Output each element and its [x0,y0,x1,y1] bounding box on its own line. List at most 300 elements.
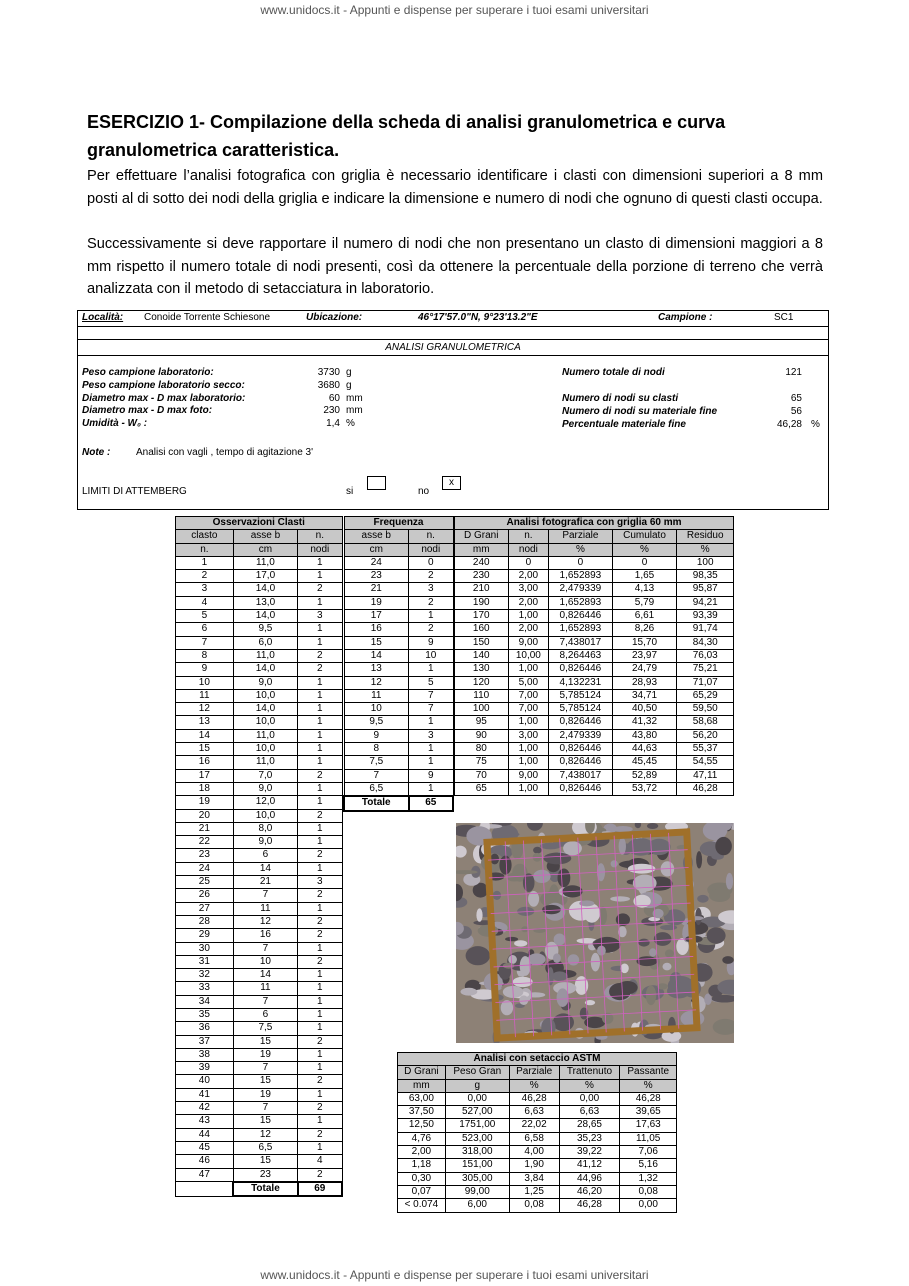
sieve-title: Analisi con setaccio ASTM [398,1053,677,1066]
stone-shape [558,869,571,888]
freq-unit: cm [344,543,409,556]
clasts-row [176,995,343,1008]
stone-shape [617,981,637,994]
note-value: Analisi con vagli , tempo di agitazione 3' [136,447,314,458]
stone-shape [476,908,482,921]
photo-analysis-cell: 9,00 [508,769,549,782]
photo-analysis-cell: 100 [677,556,734,569]
freq-row [344,570,453,583]
clasts-cell: 2 [298,1168,342,1182]
freq-row [344,583,453,596]
clasts-cell: 1 [298,1022,342,1035]
clasts-row [176,796,343,809]
stone-shape [508,955,517,964]
stone-shape [696,851,702,868]
photo-analysis-cell: 1,00 [508,716,549,729]
sieve-row [398,1199,677,1212]
photo-analysis-cell: 65 [455,782,509,795]
clasts-cell: 11,0 [233,556,297,569]
clasts-row [176,1115,343,1128]
clasts-cell: 40 [176,1075,234,1088]
freq-row [344,663,453,676]
sheet-field-unit: % [346,418,355,430]
clasts-cell: 7 [233,995,297,1008]
stone-shape [499,856,511,875]
clasts-cell: 12,0 [233,796,297,809]
freq-cell: 1 [409,743,453,756]
freq-cell: 23 [344,570,409,583]
photo-analysis-cell: 2,00 [508,623,549,636]
clasts-header: n. [298,530,342,543]
photo-analysis-cell: 8,264463 [549,649,612,662]
sieve-cell: 6,63 [559,1106,620,1119]
clasts-cell: 1 [298,782,342,795]
photo-analysis-cell: 58,68 [677,716,734,729]
clasts-cell: 14,0 [233,610,297,623]
clasts-cell: 41 [176,1088,234,1101]
clasts-cell: 9,0 [233,836,297,849]
stone-shape [660,925,677,930]
clasts-cell: 9,5 [233,623,297,636]
photo-analysis-cell: 56,20 [677,729,734,742]
photo-analysis-cell: 40,50 [612,703,677,716]
photo-analysis-cell: 1,00 [508,756,549,769]
clasts-cell: 10,0 [233,809,297,822]
freq-total-label: Totale [344,796,409,810]
freq-cell: 2 [409,570,453,583]
photo-analysis-header: Parziale [549,530,612,543]
si-checkbox[interactable] [367,476,386,490]
photo-analysis-cell: 47,11 [677,769,734,782]
sieve-cell: 37,50 [398,1106,446,1119]
clasts-cell: 8 [176,649,234,662]
clasts-cell: 17 [176,769,234,782]
clasts-row [176,955,343,968]
photo-analysis-cell: 95 [455,716,509,729]
clasts-cell: 2 [298,915,342,928]
clasts-unit: n. [176,543,234,556]
sieve-header: D Grani [398,1066,446,1079]
photo-analysis-cell: 5,79 [612,596,677,609]
clasts-row [176,1168,343,1182]
clasts-row [176,969,343,982]
no-checkbox[interactable]: x [442,476,461,490]
stone-shape [647,823,658,829]
photo-analysis-row [455,649,734,662]
freq-cell: 9 [344,729,409,742]
sieve-row [398,1172,677,1185]
sieve-cell: 12,50 [398,1119,446,1132]
clasts-cell: 21 [176,822,234,835]
sieve-row [398,1146,677,1159]
freq-cell: 7 [409,703,453,716]
clasts-row [176,649,343,662]
freq-cell: 17 [344,610,409,623]
sieve-cell: 0,08 [509,1199,559,1212]
photo-analysis-cell: 2,479339 [549,729,612,742]
freq-row [344,703,453,716]
photo-analysis-cell: 52,89 [612,769,677,782]
freq-cell: 14 [344,649,409,662]
clasts-total-spacer [176,1182,234,1196]
sieve-row [398,1159,677,1172]
campione-label: Campione : [658,312,713,323]
freq-row [344,769,453,782]
clasts-cell: 3 [298,610,342,623]
freq-cell: 8 [344,743,409,756]
photo-analysis-cell: 93,39 [677,610,734,623]
sheet-field-label: Numero di nodi su materiale fine [562,406,718,417]
photo-analysis-cell: 190 [455,596,509,609]
clasts-row [176,876,343,889]
freq-total-row [344,796,453,810]
clasts-cell: 39 [176,1062,234,1075]
clasts-row [176,583,343,596]
photo-analysis-unit: % [677,543,734,556]
freq-units-row [344,543,453,556]
analysis-sheet [77,310,829,510]
clasts-cell: 4 [176,596,234,609]
clasts-cell: 14,0 [233,703,297,716]
photo-analysis-row [455,676,734,689]
sieve-cell: 35,23 [559,1132,620,1145]
photo-analysis-row [455,596,734,609]
photo-analysis-cell: 54,55 [677,756,734,769]
sheet-field-value: 1,4 [326,418,340,430]
clasts-row [176,663,343,676]
freq-cell: 1 [409,782,453,796]
photo-analysis-cell: 41,32 [612,716,677,729]
clasts-cell: 28 [176,915,234,928]
clasts-cell: 10 [176,676,234,689]
clasts-cell: 11,0 [233,649,297,662]
clasts-row [176,862,343,875]
freq-cell: 9 [409,636,453,649]
sieve-table [397,1052,677,1213]
clasts-cell: 15 [233,1075,297,1088]
freq-cell: 1 [409,756,453,769]
photo-analysis-cell: 7,00 [508,703,549,716]
stone-shape [649,948,656,956]
clasts-cell: 24 [176,862,234,875]
freq-cell: 0 [409,556,453,569]
clasts-cell: 1 [298,1141,342,1154]
clasts-row [176,769,343,782]
photo-analysis-cell: 65,29 [677,689,734,702]
freq-total-value: 65 [409,796,453,810]
clasts-cell: 21 [233,876,297,889]
clasts-cell: 30 [176,942,234,955]
photo-analysis-cell: 43,80 [612,729,677,742]
clasts-row [176,1155,343,1168]
clasts-title-row [176,517,343,530]
clasts-cell: 32 [176,969,234,982]
sieve-cell: 41,12 [559,1159,620,1172]
photo-analysis-cell: 45,45 [612,756,677,769]
photo-analysis-cell: 8,26 [612,623,677,636]
sheet-field-label: Numero totale di nodi [562,367,665,378]
clasts-cell: 1 [298,1008,342,1021]
clasts-cell: 2 [298,889,342,902]
clasts-row [176,729,343,742]
photo-analysis-cell: 100 [455,703,509,716]
clasts-cell: 1 [298,703,342,716]
clasts-row [176,1048,343,1061]
freq-cell: 7 [344,769,409,782]
freq-cell: 15 [344,636,409,649]
sieve-cell: 6,00 [445,1199,509,1212]
photo-analysis-cell: 5,785124 [549,689,612,702]
clasts-cell: 36 [176,1022,234,1035]
photo-analysis-row [455,689,734,702]
sieve-cell: 39,22 [559,1146,620,1159]
clasts-cell: 1 [298,623,342,636]
clasts-row [176,570,343,583]
sheet-field-value: 56 [790,406,802,417]
photo-analysis-row [455,756,734,769]
stone-shape [638,939,649,947]
sieve-cell: < 0.074 [398,1199,446,1212]
clasts-cell: 11 [233,982,297,995]
photo-analysis-unit: % [612,543,677,556]
clasts-cell: 1 [298,716,342,729]
freq-row [344,743,453,756]
clasts-cell: 31 [176,955,234,968]
freq-cell: 13 [344,663,409,676]
clasts-cell: 11,0 [233,756,297,769]
clasts-cell: 7 [233,889,297,902]
freq-cell: 5 [409,676,453,689]
stone-shape [628,864,656,874]
photo-analysis-row [455,663,734,676]
clasts-total-value: 69 [298,1182,342,1196]
clasts-cell: 6,0 [233,636,297,649]
clasts-cell: 1 [298,729,342,742]
sieve-row [398,1119,677,1132]
clasts-cell: 19 [176,796,234,809]
sheet-field-label: Peso campione laboratorio secco: [82,379,245,391]
clasts-cell: 37 [176,1035,234,1048]
sieve-unit: mm [398,1079,446,1092]
photo-analysis-cell: 0,826446 [549,743,612,756]
photo-analysis-cell: 46,28 [677,782,734,795]
stone-shape [697,895,708,903]
freq-cell: 6,5 [344,782,409,796]
photo-analysis-row [455,610,734,623]
localita-value: Conoide Torrente Schiesone [144,312,271,323]
sieve-cell: 4,76 [398,1132,446,1145]
clasts-cell: 1 [298,676,342,689]
clasts-cell: 1 [298,862,342,875]
clasts-cell: 13,0 [233,596,297,609]
clasts-cell: 1 [298,942,342,955]
stone-shape [563,841,582,855]
freq-row [344,689,453,702]
sheet-header-row [78,311,828,327]
clasts-cell: 2 [298,663,342,676]
clasts-cell: 1 [298,982,342,995]
clasts-cell: 2 [298,583,342,596]
clasts-cell: 7,0 [233,769,297,782]
clasts-cell: 2 [298,1035,342,1048]
photo-analysis-title-row [455,517,734,530]
sieve-cell: 1,32 [620,1172,677,1185]
clasts-total-label: Totale [233,1182,297,1196]
photo-analysis-cell: 150 [455,636,509,649]
clasts-cell: 11 [233,902,297,915]
clasts-cell: 12 [233,915,297,928]
photo-analysis-cell: 94,21 [677,596,734,609]
exercise-paragraph-2: Successivamente si deve rapportare il numero di nodi che non presentano un clasto di dimensioni maggiori a 8 mm rispetto il numero totale di nodi presenti, così da ottenere la percentuale della porzione di terreno che verrà analizzata con il metodo di setacciatura in laboratorio. [87,236,823,298]
clasts-row [176,596,343,609]
clasts-cell: 10,0 [233,716,297,729]
clasts-cell: 2 [298,955,342,968]
photo-analysis-cell: 2,00 [508,596,549,609]
photo-analysis-cell: 4,13 [612,583,677,596]
freq-cell: 16 [344,623,409,636]
clasts-cell: 1 [298,743,342,756]
photo-analysis-cell: 140 [455,649,509,662]
clasts-row [176,556,343,569]
sieve-header: Peso Gran [445,1066,509,1079]
sheet-field-value: 60 [328,392,340,404]
stone-shape [540,843,561,850]
photo-analysis-row [455,743,734,756]
clasts-cell: 6 [176,623,234,636]
clasts-cell: 15 [233,1035,297,1048]
sieve-cell: 318,00 [445,1146,509,1159]
stone-shape [568,954,580,965]
clasts-cell: 1 [298,969,342,982]
frequency-table [343,516,454,812]
clasts-unit: cm [233,543,297,556]
clasts-row [176,929,343,942]
photo-analysis-cell: 0 [549,556,612,569]
localita-label: Località: [82,312,124,323]
clasts-cell: 1 [298,570,342,583]
sieve-cell: 44,96 [559,1172,620,1185]
sieve-unit: % [620,1079,677,1092]
sieve-cell: 527,00 [445,1106,509,1119]
freq-cell: 7 [409,689,453,702]
sheet-field-label: Diametro max - D max foto: [82,405,213,417]
clasts-header: clasto [176,530,234,543]
clasts-cell: 18 [176,782,234,795]
sieve-cell: 46,28 [559,1199,620,1212]
clasts-row [176,982,343,995]
photo-analysis-cell: 34,71 [612,689,677,702]
sheet-field-value: 3680 [317,379,340,391]
photo-analysis-cell: 240 [455,556,509,569]
ubicazione-value: 46°17'57.0"N, 9°23'13.2"E [418,312,538,323]
sieve-cell: 1751,00 [445,1119,509,1132]
clasts-cell: 19 [233,1088,297,1101]
sheet-field-value: 46,28 [776,419,802,430]
clasts-cell: 14,0 [233,583,297,596]
photo-analysis-cell: 98,35 [677,570,734,583]
photo-analysis-unit: mm [455,543,509,556]
sieve-cell: 305,00 [445,1172,509,1185]
freq-cell: 1 [409,663,453,676]
clasts-cell: 2 [176,570,234,583]
clasts-cell: 1 [298,1088,342,1101]
clasts-row [176,676,343,689]
clasts-cell: 14 [233,862,297,875]
clasts-cell: 2 [298,929,342,942]
photo-analysis-cell: 7,438017 [549,636,612,649]
clasts-cell: 35 [176,1008,234,1021]
stone-shape [544,853,572,865]
stone-shape [715,837,732,855]
sieve-title-row [398,1053,677,1066]
sheet-section-title: ANALISI GRANULOMETRICA [78,339,828,356]
clasts-cell: 26 [176,889,234,902]
clasts-cell: 16 [176,756,234,769]
clasts-cell: 42 [176,1102,234,1115]
clasts-cell: 46 [176,1155,234,1168]
clasts-row [176,889,343,902]
note-label: Note : [82,447,111,458]
photo-analysis-cell: 1,00 [508,782,549,795]
clasts-cell: 1 [298,1115,342,1128]
clasts-row [176,756,343,769]
photo-analysis-table [454,516,734,796]
photo-analysis-cell: 0,826446 [549,782,612,795]
photo-analysis-row [455,769,734,782]
stone-shape [681,1011,705,1027]
photo-analysis-cell: 160 [455,623,509,636]
photo-analysis-cell: 1,00 [508,743,549,756]
photo-analysis-cell: 28,93 [612,676,677,689]
stone-shape [557,988,569,1007]
clasts-cell: 2 [298,809,342,822]
photo-analysis-cell: 7,438017 [549,769,612,782]
photo-analysis-row [455,703,734,716]
stone-shape [552,971,567,981]
photo-analysis-cell: 170 [455,610,509,623]
photo-analysis-cell: 44,63 [612,743,677,756]
freq-cell: 9 [409,769,453,782]
gravel-grid-image [456,823,734,1043]
photo-analysis-row [455,729,734,742]
photo-analysis-header: n. [508,530,549,543]
clasts-row [176,703,343,716]
clasts-cell: 45 [176,1141,234,1154]
stone-shape [627,838,654,856]
stone-shape [553,953,561,963]
clasts-row [176,902,343,915]
freq-cell: 3 [409,729,453,742]
photo-analysis-cell: 2,00 [508,570,549,583]
photo-analysis-cell: 1,652893 [549,596,612,609]
clasts-row [176,1022,343,1035]
stone-shape [665,949,674,957]
stone-shape [533,870,550,883]
clasts-row [176,1075,343,1088]
freq-row [344,623,453,636]
clasts-cell: 7 [176,636,234,649]
photo-analysis-cell: 120 [455,676,509,689]
photo-analysis-header: Cumulato [612,530,677,543]
clasts-row [176,942,343,955]
freq-title: Frequenza [344,517,453,530]
clasts-cell: 8,0 [233,822,297,835]
sieve-row [398,1185,677,1198]
photo-analysis-unit: % [549,543,612,556]
stone-shape [611,860,618,867]
photo-analysis-cell: 230 [455,570,509,583]
stone-shape [722,956,733,964]
